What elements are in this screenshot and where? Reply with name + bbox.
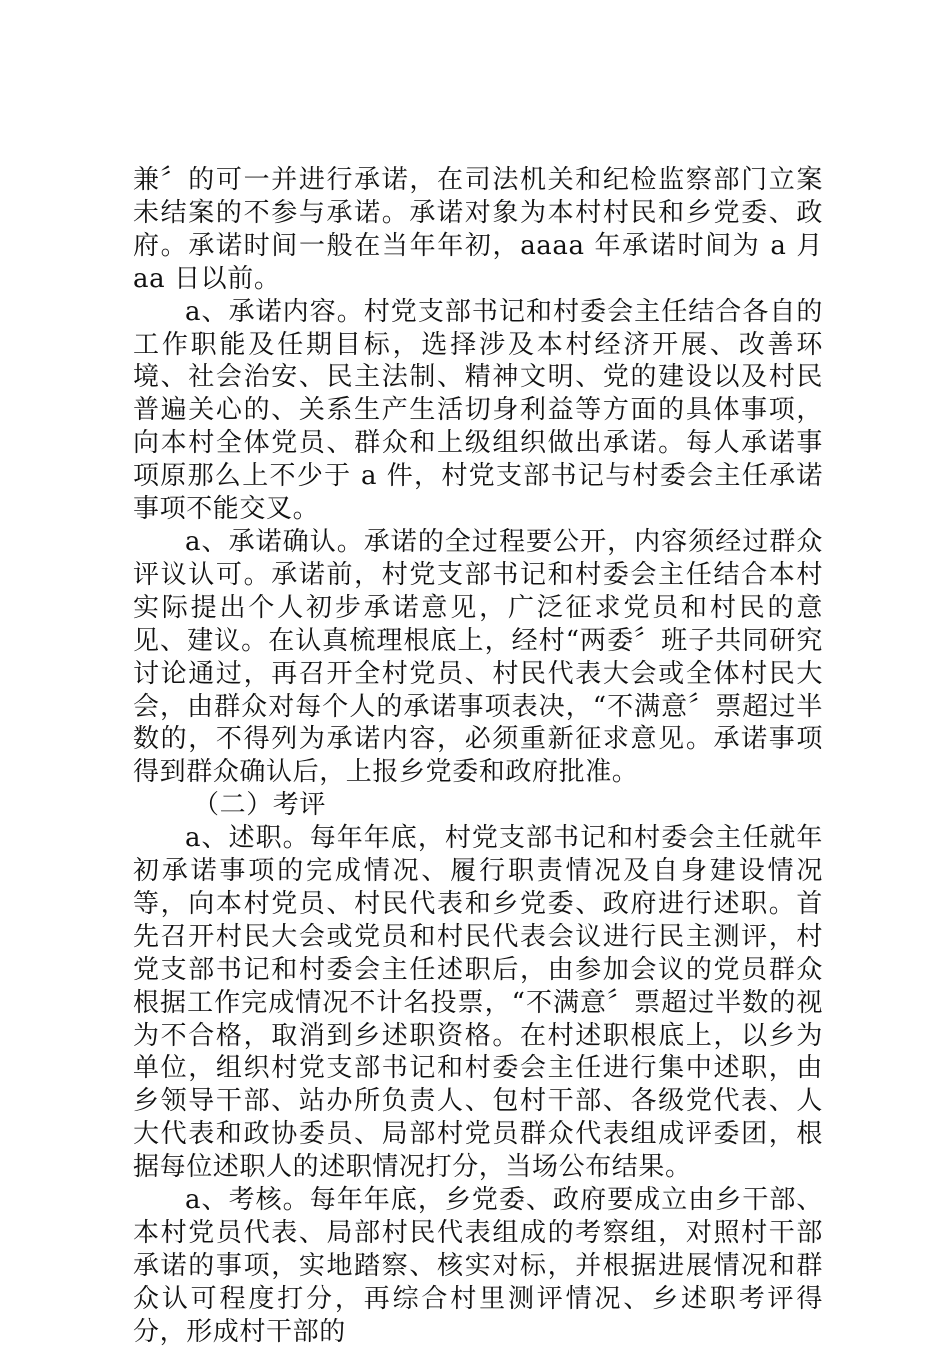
section-heading-evaluation: （二）考评: [193, 790, 327, 821]
paragraph-continuation: 兼〞的可一并进行承诺，在司法机关和纪检监察部门立案未结案的不参与承诺。承诺对象为本村村民和乡党委、政府。承诺时间一般在当年年初，aaaa 年承诺时间为 a 月 aa 日以前。: [133, 165, 823, 294]
paragraph-commitment-content: a、承诺内容。村党支部书记和村委会主任结合各自的工作职能及任期目标，选择涉及本村经济开展、改善环境、社会治安、民主法制、精神文明、党的建设以及村民普遍关心的、关系生产生活切身利益等方面的具体事项，向本村全体党员、群众和上级组织做出承诺。每人承诺事项原那么上不少于 a 件，村党支部书记与村委会主任承诺事项不能交叉。: [133, 296, 823, 525]
document-body: [133, 164, 823, 1349]
paragraph-report-duty: a、述职。每年年底，村党支部书记和村委会主任就年初承诺事项的完成情况、履行职责情况及自身建设情况等，向本村党员、村民代表和乡党委、政府进行述职。首先召开村民大会或党员和村民代表会议进行民主测评，村党支部书记和村委会主任述职后，由参加会议的党员群众根据工作完成情况不计名投票，“不满意〞票超过半数的视为不合格，取消到乡述职资格。在村述职根底上，以乡为单位，组织村党支部书记和村委会主任进行集中述职，由乡领导干部、站办所负责人、包村干部、各级党代表、人大代表和政协委员、局部村党员群众代表组成评委团，根据每位述职人的述职情况打分，当场公布结果。: [133, 823, 823, 1183]
paragraph-commitment-confirmation: a、承诺确认。承诺的全过程要公开，内容须经过群众评议认可。承诺前，村党支部书记和村委会主任结合本村实际提出个人初步承诺意见，广泛征求党员和村民的意见、建议。在认真梳理根底上，经村“两委〞班子共同研究讨论通过，再召开全村党员、村民代表大会或全体村民大会，由群众对每个人的承诺事项表决，“不满意〞票超过半数的，不得列为承诺内容，必须重新征求意见。承诺事项得到群众确认后，上报乡党委和政府批准。: [133, 526, 823, 788]
paragraph-assessment: a、考核。每年年底，乡党委、政府要成立由乡干部、本村党员代表、局部村民代表组成的考察组，对照村干部承诺的事项，实地踏察、核实对标，并根据进展情况和群众认可程度打分，再综合村里测评情况、乡述职考评得分，形成村干部的: [133, 1185, 823, 1347]
